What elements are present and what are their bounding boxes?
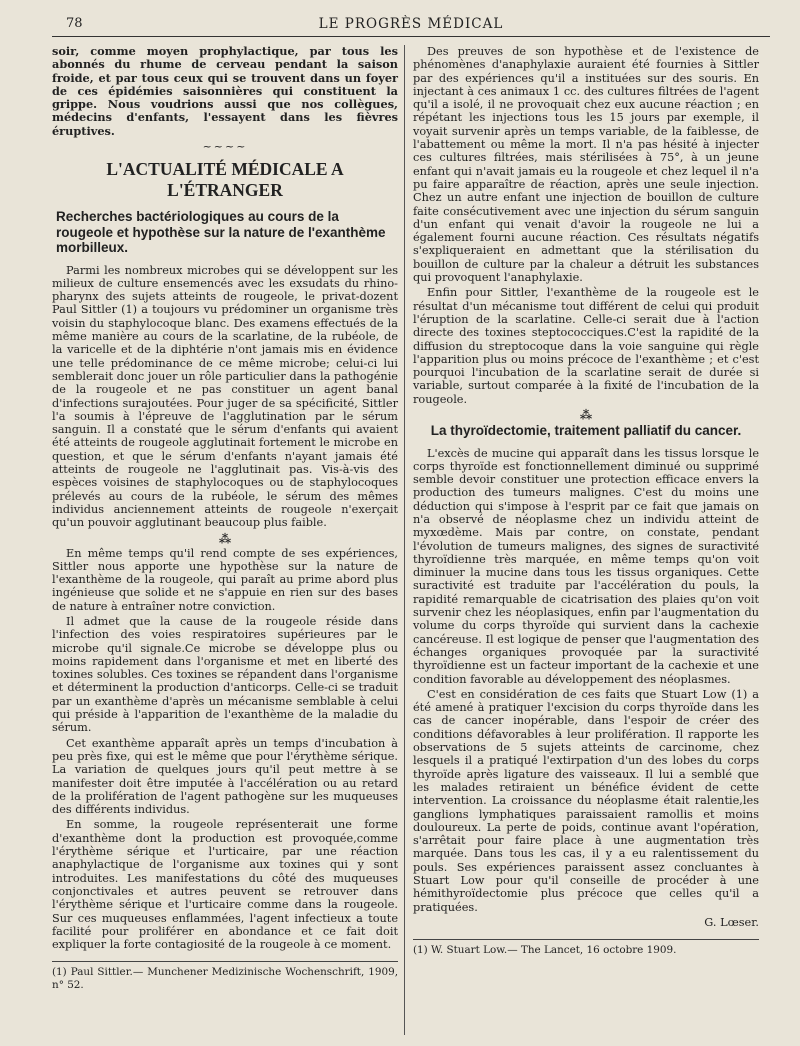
paragraph: Enfin pour Sittler, l'exanthème de la rougeole est le résultat d'un mécanisme tout différent de celui qui produit l'éruption de la scarlatine. Celle-ci serait due à l'action directe des toxines steptococciques.C'est la rapidité de la diffusion du streptocoque dans la voie sanguine qui règle l'apparition plus ou moins précoce de l'exanthème ; et c'est pourquoi l'incubation de la scarlatine serait de durée si variable, surtout comparée à la fixité de l'incubation de la rougeole. xyxy=(413,286,759,406)
intro-paragraph: soir, comme moyen prophylactique, par tous les abonnés du rhume de cerveau pendant la saison froide, et par tous ceux qui se trouvent dans un foyer de ces épidémies saisonnières qui constituent la grippe. Nous voudrions aussi que nos collègues, médecins d'enfants, l'essayent dans les fièvres éruptives. xyxy=(52,44,398,138)
footnote: (1) W. Stuart Low.— The Lancet, 16 octobre 1909. xyxy=(413,944,677,957)
paragraph: En même temps qu'il rend compte de ses expériences, Sittler nous apporte une hypothèse sur la nature de l'exanthème de la rougeole, qui paraît au prime abord plus ingénieuse que solide et ne s'appuie en rien sur des bases de nature à entraîner notre conviction. xyxy=(52,546,398,613)
author-signature: G. Lœser. xyxy=(704,915,759,929)
paragraph: Il admet que la cause de la rougeole réside dans l'infection des voies respiratoires supérieures par le microbe qu'il signale.Ce microbe se développe plus ou moins rapidement dans l'organisme et met en liberté des toxines solubles. Ces toxines se répandent dans l'organisme et déterminent la production d'anticorps. Celle-ci se traduit par un exanthème d'après un mécanisme semblable à celui qui préside à l'apparition de l'exanthème de la maladie du sérum. xyxy=(52,615,398,735)
page-header xyxy=(52,14,770,37)
paragraph: En somme, la rougeole représenterait une forme d'exanthème dont la production est provoquée,comme l'érythème sérique et l'urticaire, par une réaction anaphylactique de l'organisme aux toxines qui y sont introduites. Les manifestations du côté des muqueuses conjonctivales et autres peuvent se retrouver dans l'érythème sérique et l'urticaire comme dans la rougeole. Sur ces muqueuses enflammées, l'agent infectieux a toute facilité pour proliférer en abondance et ce fait doit expliquer la forte contagiosité de la rougeole à ce moment. xyxy=(52,818,398,952)
signature-line xyxy=(413,916,759,929)
paragraph: Des preuves de son hypothèse et de l'existence de phénomènes d'anaphylaxie auraient été fournies à Sittler par des expériences qu'il a instituées sur des souris. En injectant à ces animaux 1 cc. des cultures filtrées de l'agent qu'il a isolé, il ne provoquait chez eux aucune réaction ; en répétant les injections tous les 15 jours par exemple, il voyait survenir après un temps variable, de la faiblesse, de l'abattement ou même la mort. Il n'a pas hésité à injecter ces cultures filtrées, mais stérilisées à 75°, à un jeune enfant qui n'avait jamais eu la rougeole et chez lequel il n'a pu faire apparaître de réaction, après une seule injection. Chez un autre enfant une injection de bouillon de culture faite consécutivement avec une injection du sérum sanguin d'un enfant qui venait d'avoir la rougeole ne lui a également fourni aucune réaction. Ces résultats négatifs s'expliqueraient en admettant que la stérilisation du bouillon de culture par la chaleur a détruit les substances qui provoquent l'anaphylaxie. xyxy=(413,45,759,285)
footnote: (1) Paul Sittler.— Munchener Medizinische Wochenschrift, 1909, n° 52. xyxy=(52,966,398,991)
article-title-rougeole: Recherches bactériologiques au cours de la rougeole et hypothèse sur la nature de l'exanthème morbilleux. xyxy=(56,209,386,256)
paragraph: Cet exanthème apparaît après un temps d'incubation à peu près fixe, qui est le même que pour l'érythème sérique. La variation de quelques jours qu'il peut mettre à se manifester doit être imputée à l'accélération ou au retard de la prolifération de l'agent pathogène sur les muqueuses des différents individus. xyxy=(52,736,398,817)
ornament-divider: ~~~~ xyxy=(202,140,248,154)
section-title: L'ACTUALITÉ MÉDICALE A L'ÉTRANGER xyxy=(106,159,344,201)
footnote-rule xyxy=(52,961,398,962)
article-title-thyroidectomie: La thyroïdectomie, traitement palliatif du cancer. xyxy=(430,423,742,439)
right-column xyxy=(413,45,759,1037)
column-divider xyxy=(404,45,405,1035)
columns xyxy=(52,37,770,1037)
asterism: ⁂ xyxy=(218,531,232,546)
paragraph: L'excès de mucine qui apparaît dans les tissus lorsque le corps thyroïde est fonctionnellement diminué ou supprimé semble devoir constituer une protection efficace envers la production des tumeurs malignes. C'est du moins une déduction qui s'impose à l'esprit par ce fait que jamais on n'a observé de néoplasme chez un individu atteint de myxœdème. Mais par contre, on constate, pendant l'évolution de tumeurs malignes, des signes de suractivité thyroïdienne très marquée, en même temps qu'on voit diminuer la mucine dans tous les tissus organiques. Cette suractivité est traduite par l'accélération du pouls, la rapidité remarquable de cicatrisation des plaies qu'on voit survenir chez les néoplasiques, enfin par l'augmentation du volume du corps thyroïde qui survient dans la cachexie cancéreuse. Il est logique de penser que l'augmentation des échanges organiques provoquée par la suractivité thyroïdienne est un facteur important de la cachexie et une condition favorable au développement des néoplasmes. xyxy=(413,446,759,686)
paragraph: Parmi les nombreux microbes qui se développent sur les milieux de culture ensemencés avec les exsudats du rhino-pharynx des sujets atteints de rougeole, le privat-dozent Paul Sittler (1) a toujours vu prédominer un organisme très voisin du staphylocoque blanc. Des examens effectués de la même manière au cours de la scarlatine, de la rubéole, de la varicelle et de la diphtérie n'ont jamais mis en évidence une telle prédominance de ce même microbe; celui-ci lui semblerait donc jouer un rôle particulier dans la pathogénie de la rougeole et ne pas constituer un agent banal d'infections surajoutées. Pour juger de sa spécificité, Sittler l'a soumis à l'épreuve de l'agglutination par le sérum sanguin. Il a constaté que le sérum d'enfants qui avaient été atteints de rougeole agglutinait fortement le microbe en question, et que le sérum d'enfants n'ayant jamais été atteints de rougeole ne l'agglutinait pas. Vis-à-vis des espèces voisines de staphylocoques ou de staphylocoques prélevés au cours de la rubéole, le sérum des mêmes individus anciennement atteints de rougeole n'exerçait qu'un pouvoir agglutinant beaucoup plus faible. xyxy=(52,263,398,530)
footnote-rule xyxy=(413,939,759,940)
journal-title: LE PROGRÈS MÉDICAL xyxy=(318,16,504,32)
left-column xyxy=(52,45,398,1037)
asterism: ⁂ xyxy=(579,408,593,423)
page-number: 78 xyxy=(66,16,83,31)
paragraph: C'est en considération de ces faits que Stuart Low (1) a été amené à pratiquer l'excision du corps thyroïde dans les cas de cancer inopérable, dans l'espoir de créer des conditions défavorables à leur prolifération. Il rapporte les observations de 5 sujets atteints de carcinome, chez lesquels il a pratiqué l'extirpation d'un des lobes du corps thyroïde après ligature des vaisseaux. Il lui a semblé que les malades retiraient un bénéfice évident de cette intervention. La croissance du néoplasme était ralentie,les ganglions lymphatiques paraissaient ramollis et moins douloureux. La perte de poids, continue avant l'opération, s'arrêtait pour faire place à une augmentation très marquée. Dans tous les cas, il y a eu ralentissement du pouls. Ses expériences paraissent assez concluantes à Stuart Low pour qu'il conseille de procéder à une hémithyroïdectomie plus précoce que celles qu'il a pratiquées. xyxy=(413,687,759,914)
